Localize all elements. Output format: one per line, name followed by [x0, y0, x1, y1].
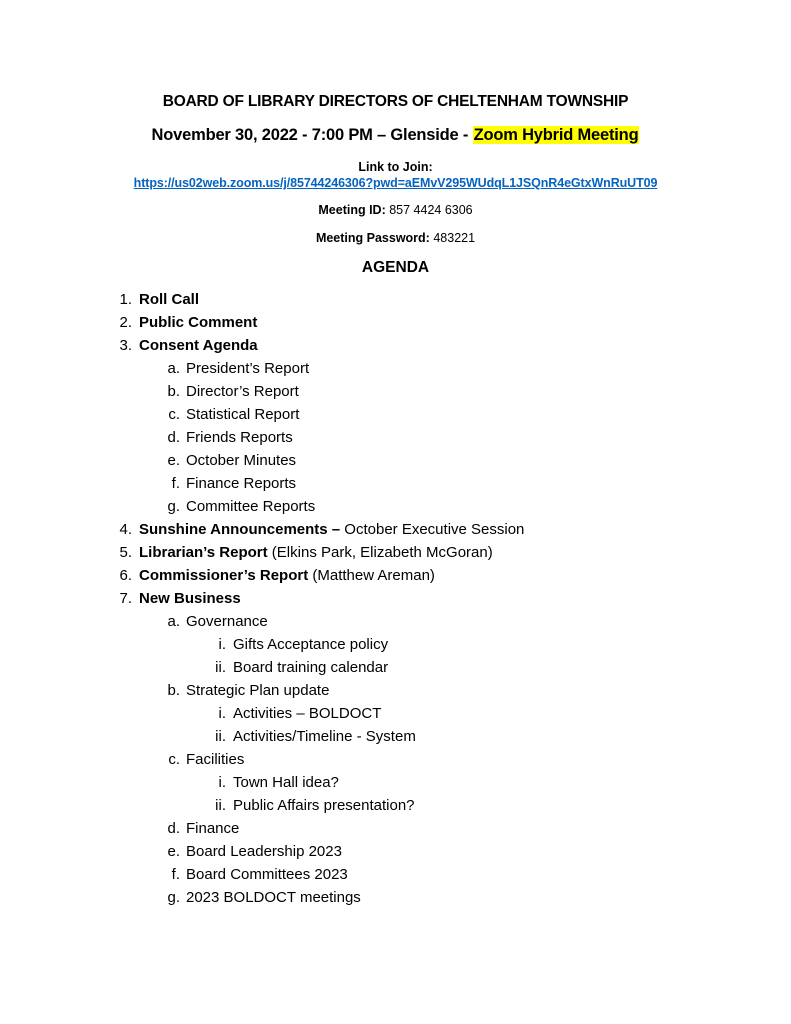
agenda-item-detail-text: Statistical Report: [186, 406, 300, 423]
agenda-item-detail-text: Activities/Timeline - System: [233, 728, 416, 745]
agenda-item-text: [186, 679, 329, 702]
agenda-item-text: [233, 725, 416, 748]
agenda-item-text: [186, 472, 296, 495]
agenda-item-detail-text: Friends Reports: [186, 429, 293, 446]
agenda-item-text: [186, 840, 342, 863]
agenda-item-detail-text: President’s Report: [186, 360, 310, 377]
agenda-item: [0, 633, 791, 656]
agenda-item-detail-text: Finance Reports: [186, 475, 297, 492]
agenda-item-marker: ii.: [215, 728, 226, 745]
agenda-item: [0, 886, 791, 909]
agenda-item-marker: 4.: [119, 521, 132, 538]
agenda-item-marker: 1.: [119, 291, 132, 308]
meeting-password-value: 483221: [429, 231, 476, 245]
agenda-item: [0, 334, 791, 357]
agenda-item-marker: c.: [168, 751, 180, 768]
agenda-item-marker: i.: [218, 774, 226, 791]
agenda-item-marker: f.: [171, 475, 180, 492]
agenda-item-text: [186, 426, 293, 449]
meeting-password-label: Meeting Password:: [315, 231, 430, 245]
agenda-item-detail-text: Board training calendar: [233, 659, 389, 676]
agenda-item-bold-text: Librarian’s Report: [139, 544, 268, 561]
agenda-item-marker: 6.: [119, 567, 132, 584]
agenda-item-marker: b.: [167, 383, 180, 400]
agenda-item-detail-text: Strategic Plan update: [186, 682, 330, 699]
agenda-item-marker: i.: [218, 636, 226, 653]
agenda-item-marker: 2.: [119, 314, 132, 331]
agenda-item: [0, 403, 791, 426]
agenda-item-detail-text: (Matthew Areman): [308, 567, 435, 584]
agenda-item-marker: c.: [168, 406, 180, 423]
agenda-item-detail-text: Director’s Report: [186, 383, 299, 400]
agenda-item: [0, 426, 791, 449]
agenda-item-detail-text: (Elkins Park, Elizabeth McGoran): [267, 544, 493, 561]
agenda-item-bold-text: Public Comment: [139, 314, 258, 331]
meeting-date-line: [0, 126, 791, 145]
agenda-item-marker: g.: [167, 889, 180, 906]
agenda-item-detail-text: Committee Reports: [186, 498, 316, 515]
agenda-item-text: [139, 518, 524, 541]
agenda-item-bold-text: Consent Agenda: [139, 337, 258, 354]
agenda-item-marker: d.: [167, 429, 180, 446]
agenda-item-detail-text: Town Hall idea?: [233, 774, 339, 791]
join-link-label: Link to Join:: [358, 160, 433, 174]
agenda-item-detail-text: Board Leadership 2023: [186, 843, 342, 860]
agenda-item-text: [139, 564, 435, 587]
agenda-item-detail-text: Public Affairs presentation?: [233, 797, 415, 814]
agenda-item: [0, 587, 791, 610]
agenda-item-text: [186, 495, 315, 518]
agenda-item-marker: f.: [171, 866, 180, 883]
agenda-item: [0, 564, 791, 587]
agenda-item-text: [186, 886, 361, 909]
agenda-item-detail-text: Gifts Acceptance policy: [233, 636, 389, 653]
agenda-item-text: [233, 794, 415, 817]
meeting-date-text: November 30, 2022 - 7:00 PM – Glenside -: [151, 126, 473, 144]
agenda-item: [0, 794, 791, 817]
meeting-id-line: [0, 203, 791, 217]
agenda-item: [0, 679, 791, 702]
agenda-item-detail-text: 2023 BOLDOCT meetings: [186, 889, 361, 906]
agenda-item-text: [139, 541, 493, 564]
agenda-item-detail-text: Governance: [186, 613, 268, 630]
agenda-item-marker: ii.: [215, 797, 226, 814]
agenda-item-marker: 5.: [119, 544, 132, 561]
agenda-item-marker: 7.: [119, 590, 132, 607]
agenda-item: [0, 472, 791, 495]
agenda-item-marker: a.: [167, 360, 180, 377]
agenda-item-text: [233, 656, 388, 679]
agenda-item-text: [186, 610, 268, 633]
agenda-item-marker: ii.: [215, 659, 226, 676]
agenda-item-bold-text: New Business: [139, 590, 241, 607]
agenda-item: [0, 610, 791, 633]
agenda-item-text: [233, 771, 339, 794]
agenda-item-text: [139, 334, 258, 357]
agenda-item-detail-text: Finance: [186, 820, 240, 837]
meeting-type-highlight: Zoom Hybrid Meeting: [473, 126, 639, 144]
agenda-item: [0, 311, 791, 334]
agenda-item: [0, 380, 791, 403]
agenda-item-detail-text: October Minutes: [186, 452, 297, 469]
agenda-item-marker: e.: [167, 452, 180, 469]
agenda-item-text: [186, 863, 348, 886]
agenda-item-detail-text: Facilities: [186, 751, 245, 768]
agenda-item-detail-text: Board Committees 2023: [186, 866, 348, 883]
meeting-password-line: [0, 231, 791, 245]
agenda-item-detail-text: October Executive Session: [340, 521, 525, 538]
agenda-item: [0, 656, 791, 679]
agenda-item: [0, 495, 791, 518]
agenda-item-text: [139, 587, 241, 610]
agenda-item: [0, 748, 791, 771]
agenda-item-text: [186, 817, 239, 840]
agenda-item-marker: d.: [167, 820, 180, 837]
agenda-item-text: [186, 357, 309, 380]
agenda-item-text: [186, 748, 244, 771]
agenda-item: [0, 863, 791, 886]
agenda-item-bold-text: Roll Call: [139, 291, 200, 308]
agenda-heading: AGENDA: [361, 259, 430, 276]
agenda-item-bold-text: Commissioner’s Report: [139, 567, 309, 584]
zoom-join-link[interactable]: https://us02web.zoom.us/j/85744246306?pwd=aEMvV295WUdqL1JSQnR4eGtxWnRuUT09: [133, 176, 658, 190]
meeting-id-value: 857 4424 6306: [385, 203, 473, 217]
agenda-item: [0, 518, 791, 541]
agenda-item-marker: b.: [167, 682, 180, 699]
agenda-item-marker: 3.: [119, 337, 132, 354]
agenda-item-text: [186, 403, 299, 426]
agenda-item-bold-text: Sunshine Announcements –: [139, 521, 341, 538]
agenda-item: [0, 725, 791, 748]
agenda-item: [0, 288, 791, 311]
agenda-item-marker: i.: [218, 705, 226, 722]
agenda-item: [0, 771, 791, 794]
meeting-id-label: Meeting ID:: [318, 203, 386, 217]
agenda-item-text: [139, 288, 199, 311]
agenda-item: [0, 357, 791, 380]
agenda-list: [0, 288, 791, 909]
agenda-item-text: [233, 702, 381, 725]
agenda-item: [0, 702, 791, 725]
agenda-item-text: [233, 633, 388, 656]
agenda-item: [0, 817, 791, 840]
agenda-item-detail-text: Activities – BOLDOCT: [233, 705, 382, 722]
agenda-item: [0, 541, 791, 564]
agenda-item-text: [186, 380, 299, 403]
agenda-item: [0, 840, 791, 863]
agenda-item-text: [139, 311, 257, 334]
document-title: BOARD OF LIBRARY DIRECTORS OF CHELTENHAM TOWNSHIP: [162, 93, 629, 110]
agenda-item-marker: e.: [167, 843, 180, 860]
agenda-item: [0, 449, 791, 472]
agenda-item-text: [186, 449, 296, 472]
agenda-item-marker: a.: [167, 613, 180, 630]
agenda-item-marker: g.: [167, 498, 180, 515]
